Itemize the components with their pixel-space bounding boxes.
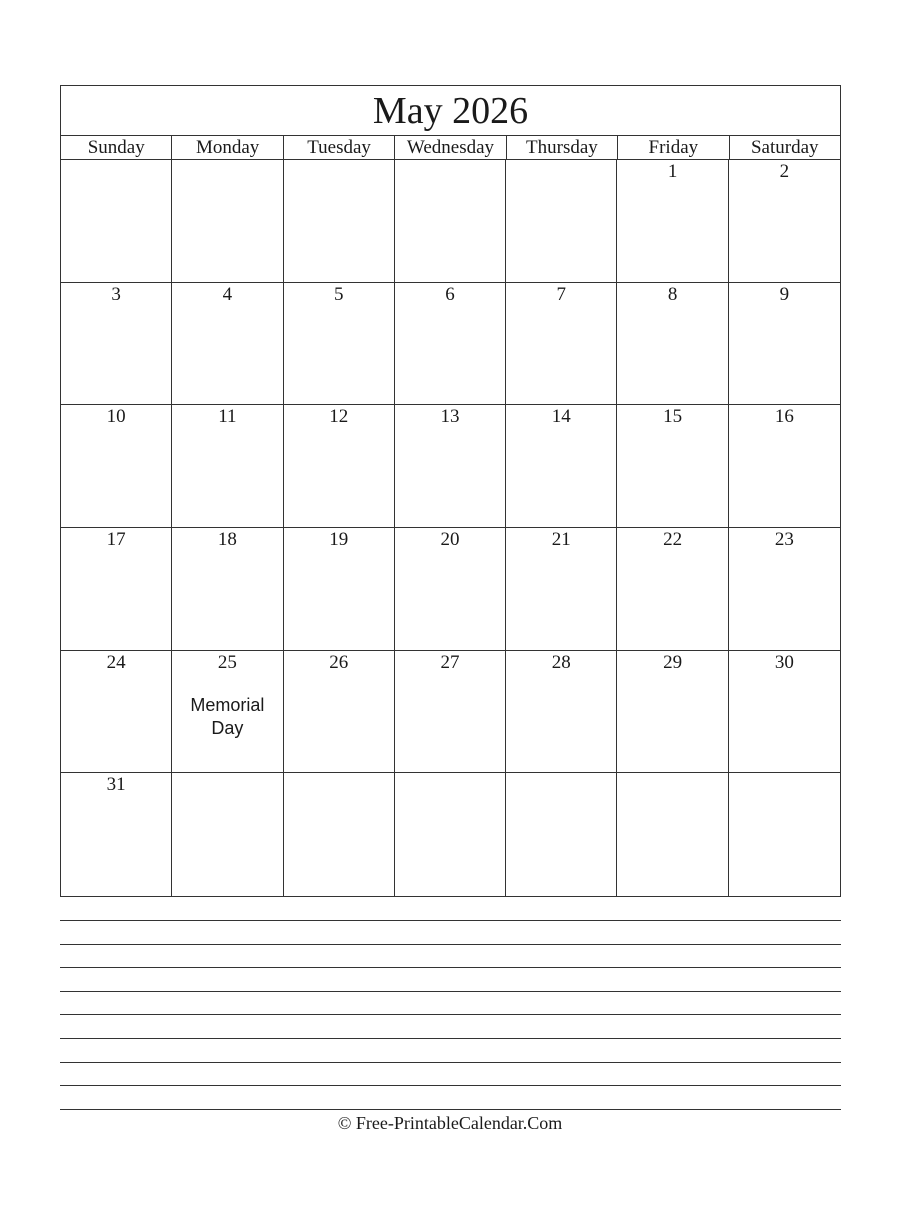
notes-lines-area — [60, 920, 841, 1132]
day-number: 11 — [218, 406, 237, 428]
day-grid — [61, 160, 840, 896]
day-number: 24 — [106, 651, 126, 673]
month-calendar — [60, 85, 841, 897]
note-line — [60, 967, 841, 991]
note-line — [60, 1062, 841, 1086]
weekday-friday: Friday — [618, 136, 729, 159]
day-number — [172, 160, 282, 161]
day-number: 7 — [556, 283, 567, 305]
day-cell — [284, 405, 395, 528]
day-cell — [284, 283, 395, 406]
weekday-tuesday: Tuesday — [284, 136, 395, 159]
day-number: 14 — [551, 406, 571, 428]
day-cell — [729, 528, 840, 651]
day-number: 13 — [440, 406, 460, 428]
note-line — [60, 920, 841, 944]
day-number: 10 — [106, 406, 126, 428]
day-cell — [284, 528, 395, 651]
day-cell — [617, 651, 728, 774]
day-cell — [729, 283, 840, 406]
day-number: 5 — [333, 283, 344, 305]
day-cell — [617, 160, 728, 283]
day-number — [172, 773, 282, 774]
day-number: 28 — [551, 651, 571, 673]
note-line — [60, 944, 841, 968]
day-number: 26 — [329, 651, 349, 673]
day-cell — [284, 651, 395, 774]
day-number: 18 — [217, 528, 237, 550]
day-cell — [617, 283, 728, 406]
day-cell — [729, 773, 840, 896]
day-cell — [284, 773, 395, 896]
day-cell — [506, 160, 617, 283]
day-number — [506, 773, 616, 774]
day-cell — [172, 283, 283, 406]
day-number: 2 — [779, 161, 790, 182]
day-cell — [395, 283, 506, 406]
day-number — [617, 773, 727, 774]
day-cell — [395, 773, 506, 896]
day-number: 22 — [663, 528, 683, 550]
day-cell — [506, 283, 617, 406]
day-cell — [172, 405, 283, 528]
weekday-monday: Monday — [172, 136, 283, 159]
day-number: 17 — [106, 528, 126, 550]
day-number: 6 — [445, 283, 455, 305]
day-number: 29 — [663, 651, 683, 673]
day-number — [61, 160, 171, 161]
day-number: 12 — [329, 406, 349, 428]
day-cell — [61, 283, 172, 406]
day-cell — [61, 651, 172, 774]
day-cell — [172, 528, 283, 651]
note-line — [60, 1085, 841, 1109]
day-number — [395, 160, 505, 161]
calendar-title: May 2026 — [61, 86, 840, 136]
day-number — [284, 773, 394, 774]
day-number: 19 — [329, 528, 349, 550]
day-cell — [506, 405, 617, 528]
note-line — [60, 991, 841, 1015]
weekday-header-row — [61, 136, 840, 160]
day-cell — [617, 405, 728, 528]
day-cell — [395, 160, 506, 283]
note-line — [60, 1014, 841, 1038]
day-number — [284, 160, 394, 161]
day-number: 8 — [667, 283, 678, 305]
day-number — [395, 773, 505, 774]
day-cell — [61, 160, 172, 283]
day-cell — [729, 405, 840, 528]
day-cell — [617, 528, 728, 651]
day-cell — [172, 651, 283, 774]
note-line — [60, 1038, 841, 1062]
day-cell — [729, 160, 840, 283]
day-cell — [284, 160, 395, 283]
day-number: 25 — [217, 651, 237, 673]
weekday-saturday: Saturday — [750, 137, 819, 158]
day-number — [729, 773, 840, 774]
day-cell — [617, 773, 728, 896]
day-number: 27 — [440, 651, 460, 673]
day-number — [506, 160, 616, 161]
day-number: 16 — [774, 406, 794, 428]
weekday-thursday: Thursday — [507, 136, 618, 159]
day-cell — [506, 773, 617, 896]
day-number: 15 — [663, 406, 683, 428]
day-cell — [61, 405, 172, 528]
footer-copyright: © Free-PrintableCalendar.Com — [337, 1113, 563, 1133]
day-number: 23 — [774, 528, 794, 550]
day-cell — [395, 528, 506, 651]
day-cell — [172, 773, 283, 896]
day-cell — [395, 651, 506, 774]
day-cell — [506, 651, 617, 774]
day-number: 31 — [106, 774, 126, 796]
day-number: 30 — [774, 651, 794, 673]
day-number: 1 — [667, 161, 678, 182]
day-number: 3 — [111, 283, 121, 305]
day-number: 20 — [440, 528, 460, 550]
day-cell — [172, 160, 283, 283]
day-cell — [506, 528, 617, 651]
day-cell — [61, 528, 172, 651]
holiday-label: Memorial Day — [190, 694, 265, 738]
day-cell — [729, 651, 840, 774]
day-number: 4 — [222, 283, 233, 305]
day-cell — [395, 405, 506, 528]
weekday-sunday: Sunday — [61, 136, 172, 159]
day-number: 21 — [551, 528, 571, 550]
weekday-wednesday: Wednesday — [395, 136, 506, 159]
day-cell — [61, 773, 172, 896]
day-number: 9 — [779, 283, 790, 305]
